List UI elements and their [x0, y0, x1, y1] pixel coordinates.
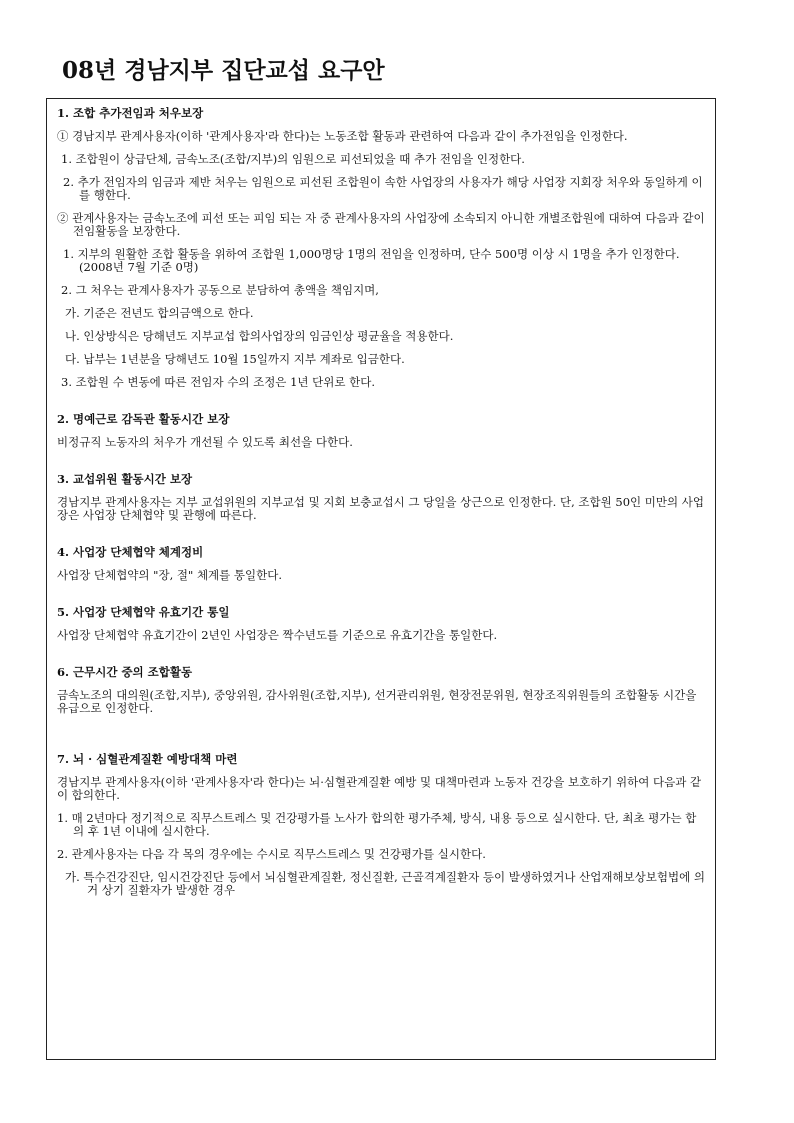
section-2-heading: 2. 명예근로 감독관 활동시간 보장	[57, 413, 230, 426]
section-1-paragraph-1: ① 경남지부 관계사용자(이하 '관계사용자'라 한다)는 노동조합 활동과 관련하여 다음과 같이 추가전임을 인정한다.	[57, 130, 628, 143]
section-4-body: 사업장 단체협약의 "장, 절" 체계를 통일한다.	[57, 569, 283, 582]
section-2-body: 비정규직 노동자의 처우가 개선될 수 있도록 최선을 다한다.	[57, 436, 353, 449]
section-1-item-1: 1. 조합원이 상급단체, 금속노조(조합/지부)의 임원으로 피선되었을 때 추가 전임을 인정한다.	[61, 153, 525, 166]
section-1-subitem-da: 다. 납부는 1년분을 당해년도 10월 15일까지 지부 계좌로 입금한다.	[65, 353, 405, 366]
section-3-heading: 3. 교섭위원 활동시간 보장	[57, 473, 193, 486]
document-content	[57, 107, 707, 907]
section-6-heading: 6. 근무시간 중의 조합활동	[57, 666, 193, 679]
section-7-item-2: 2. 관계사용자는 다음 각 목의 경우에는 수시로 직무스트레스 및 건강평가를 실시한다.	[57, 848, 486, 861]
section-1-item-2-2: 2. 그 처우는 관계사용자가 공동으로 분담하여 총액을 책임지며,	[61, 284, 379, 297]
section-5-heading: 5. 사업장 단체협약 유효기간 통일	[57, 606, 230, 619]
section-1-item-2: 2. 추가 전임자의 임금과 제반 처우는 임원으로 피선된 조합원이 속한 사업장의 사용자가 해당 사업장 지회장 처우와 동일하게 이를 행한다.	[63, 176, 703, 202]
section-7-heading: 7. 뇌 · 심혈관계질환 예방대책 마련	[57, 753, 238, 766]
section-5-body: 사업장 단체협약 유효기간이 2년인 사업장은 짝수년도를 기준으로 유효기간을 통일한다.	[57, 629, 498, 642]
section-1-paragraph-2: ② 관계사용자는 금속노조에 피선 또는 피임 되는 자 중 관계사용자의 사업장에 소속되지 아니한 개별조합원에 대하여 다음과 같이 전임활동을 보장한다.	[57, 212, 705, 238]
section-1-item-2-3: 3. 조합원 수 변동에 따른 전임자 수의 조정은 1년 단위로 한다.	[61, 376, 376, 389]
section-4-heading: 4. 사업장 단체협약 체계정비	[57, 546, 204, 559]
section-7-subitem-ga: 가. 특수건강진단, 임시건강진단 등에서 뇌심혈관계질환, 정신질환, 근골격계질환자 등이 발생하였거나 산업재해보상보험법에 의거 상기 질환자가 발생한 경우	[65, 871, 705, 897]
section-7-item-1: 1. 매 2년마다 정기적으로 직무스트레스 및 건강평가를 노사가 합의한 평가주체, 방식, 내용 등으로 실시한다. 단, 최초 평가는 합의 후 1년 이내에 실시한다.	[57, 812, 697, 838]
section-1-heading: 1. 조합 추가전임과 처우보장	[57, 107, 204, 120]
section-7-intro: 경남지부 관계사용자(이하 '관계사용자'라 한다)는 뇌·심혈관계질환 예방 및 대책마련과 노동자 건강을 보호하기 위하여 다음과 같이 합의한다.	[57, 776, 702, 802]
section-1-subitem-ga: 가. 기준은 전년도 합의금액으로 한다.	[65, 307, 254, 320]
section-1-subitem-na: 나. 인상방식은 당해년도 지부교섭 합의사업장의 임금인상 평균율을 적용한다.	[65, 330, 454, 343]
page-title: 08년 경남지부 집단교섭 요구안	[62, 57, 385, 84]
section-3-body: 경남지부 관계사용자는 지부 교섭위원의 지부교섭 및 지회 보충교섭시 그 당일을 상근으로 인정한다. 단, 조합원 50인 미만의 사업장은 사업장 단체협약 및 관행에 따른다.	[57, 496, 704, 522]
document-box	[46, 98, 716, 1060]
section-1-item-2-1: 1. 지부의 원활한 조합 활동을 위하여 조합원 1,000명당 1명의 전임을 인정하며, 단수 500명 이상 시 1명을 추가 인정한다.(2008년 7월 기준 0명)	[63, 248, 680, 274]
section-6-body: 금속노조의 대의원(조합,지부), 중앙위원, 감사위원(조합,지부), 선거관리위원, 현장전문위원, 현장조직위원들의 조합활동 시간을 유급으로 인정한다.	[57, 689, 697, 715]
